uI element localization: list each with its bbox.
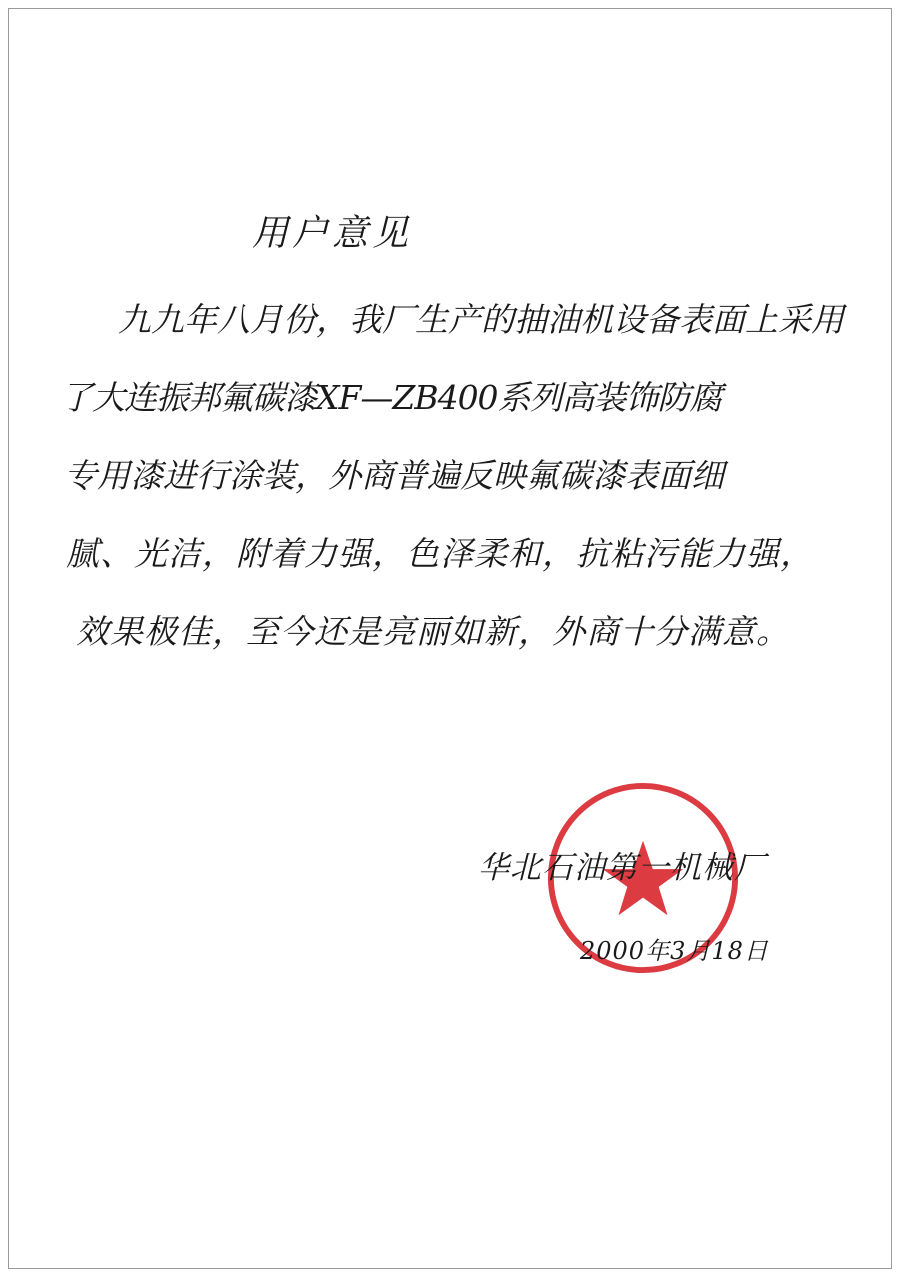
body-line-2: 了大连振邦氟碳漆XF—ZB400系列高装饰防腐 xyxy=(60,378,722,417)
body-line-3: 专用漆进行涂装，外商普遍反映氟碳漆表面细 xyxy=(64,456,724,495)
body-line-5: 效果极佳，至今还是亮丽如新，外商十分满意。 xyxy=(76,612,790,651)
document-title: 用户意见 xyxy=(252,213,413,254)
body-line-1: 九九年八月份，我厂生产的抽油机设备表面上采用 xyxy=(118,300,844,339)
signature-organization: 华北石油第一机械厂 xyxy=(478,850,766,886)
body-line-4: 腻、光洁，附着力强，色泽柔和，抗粘污能力强， xyxy=(66,534,814,573)
signature-date: 2000年3月18日 xyxy=(580,937,769,965)
